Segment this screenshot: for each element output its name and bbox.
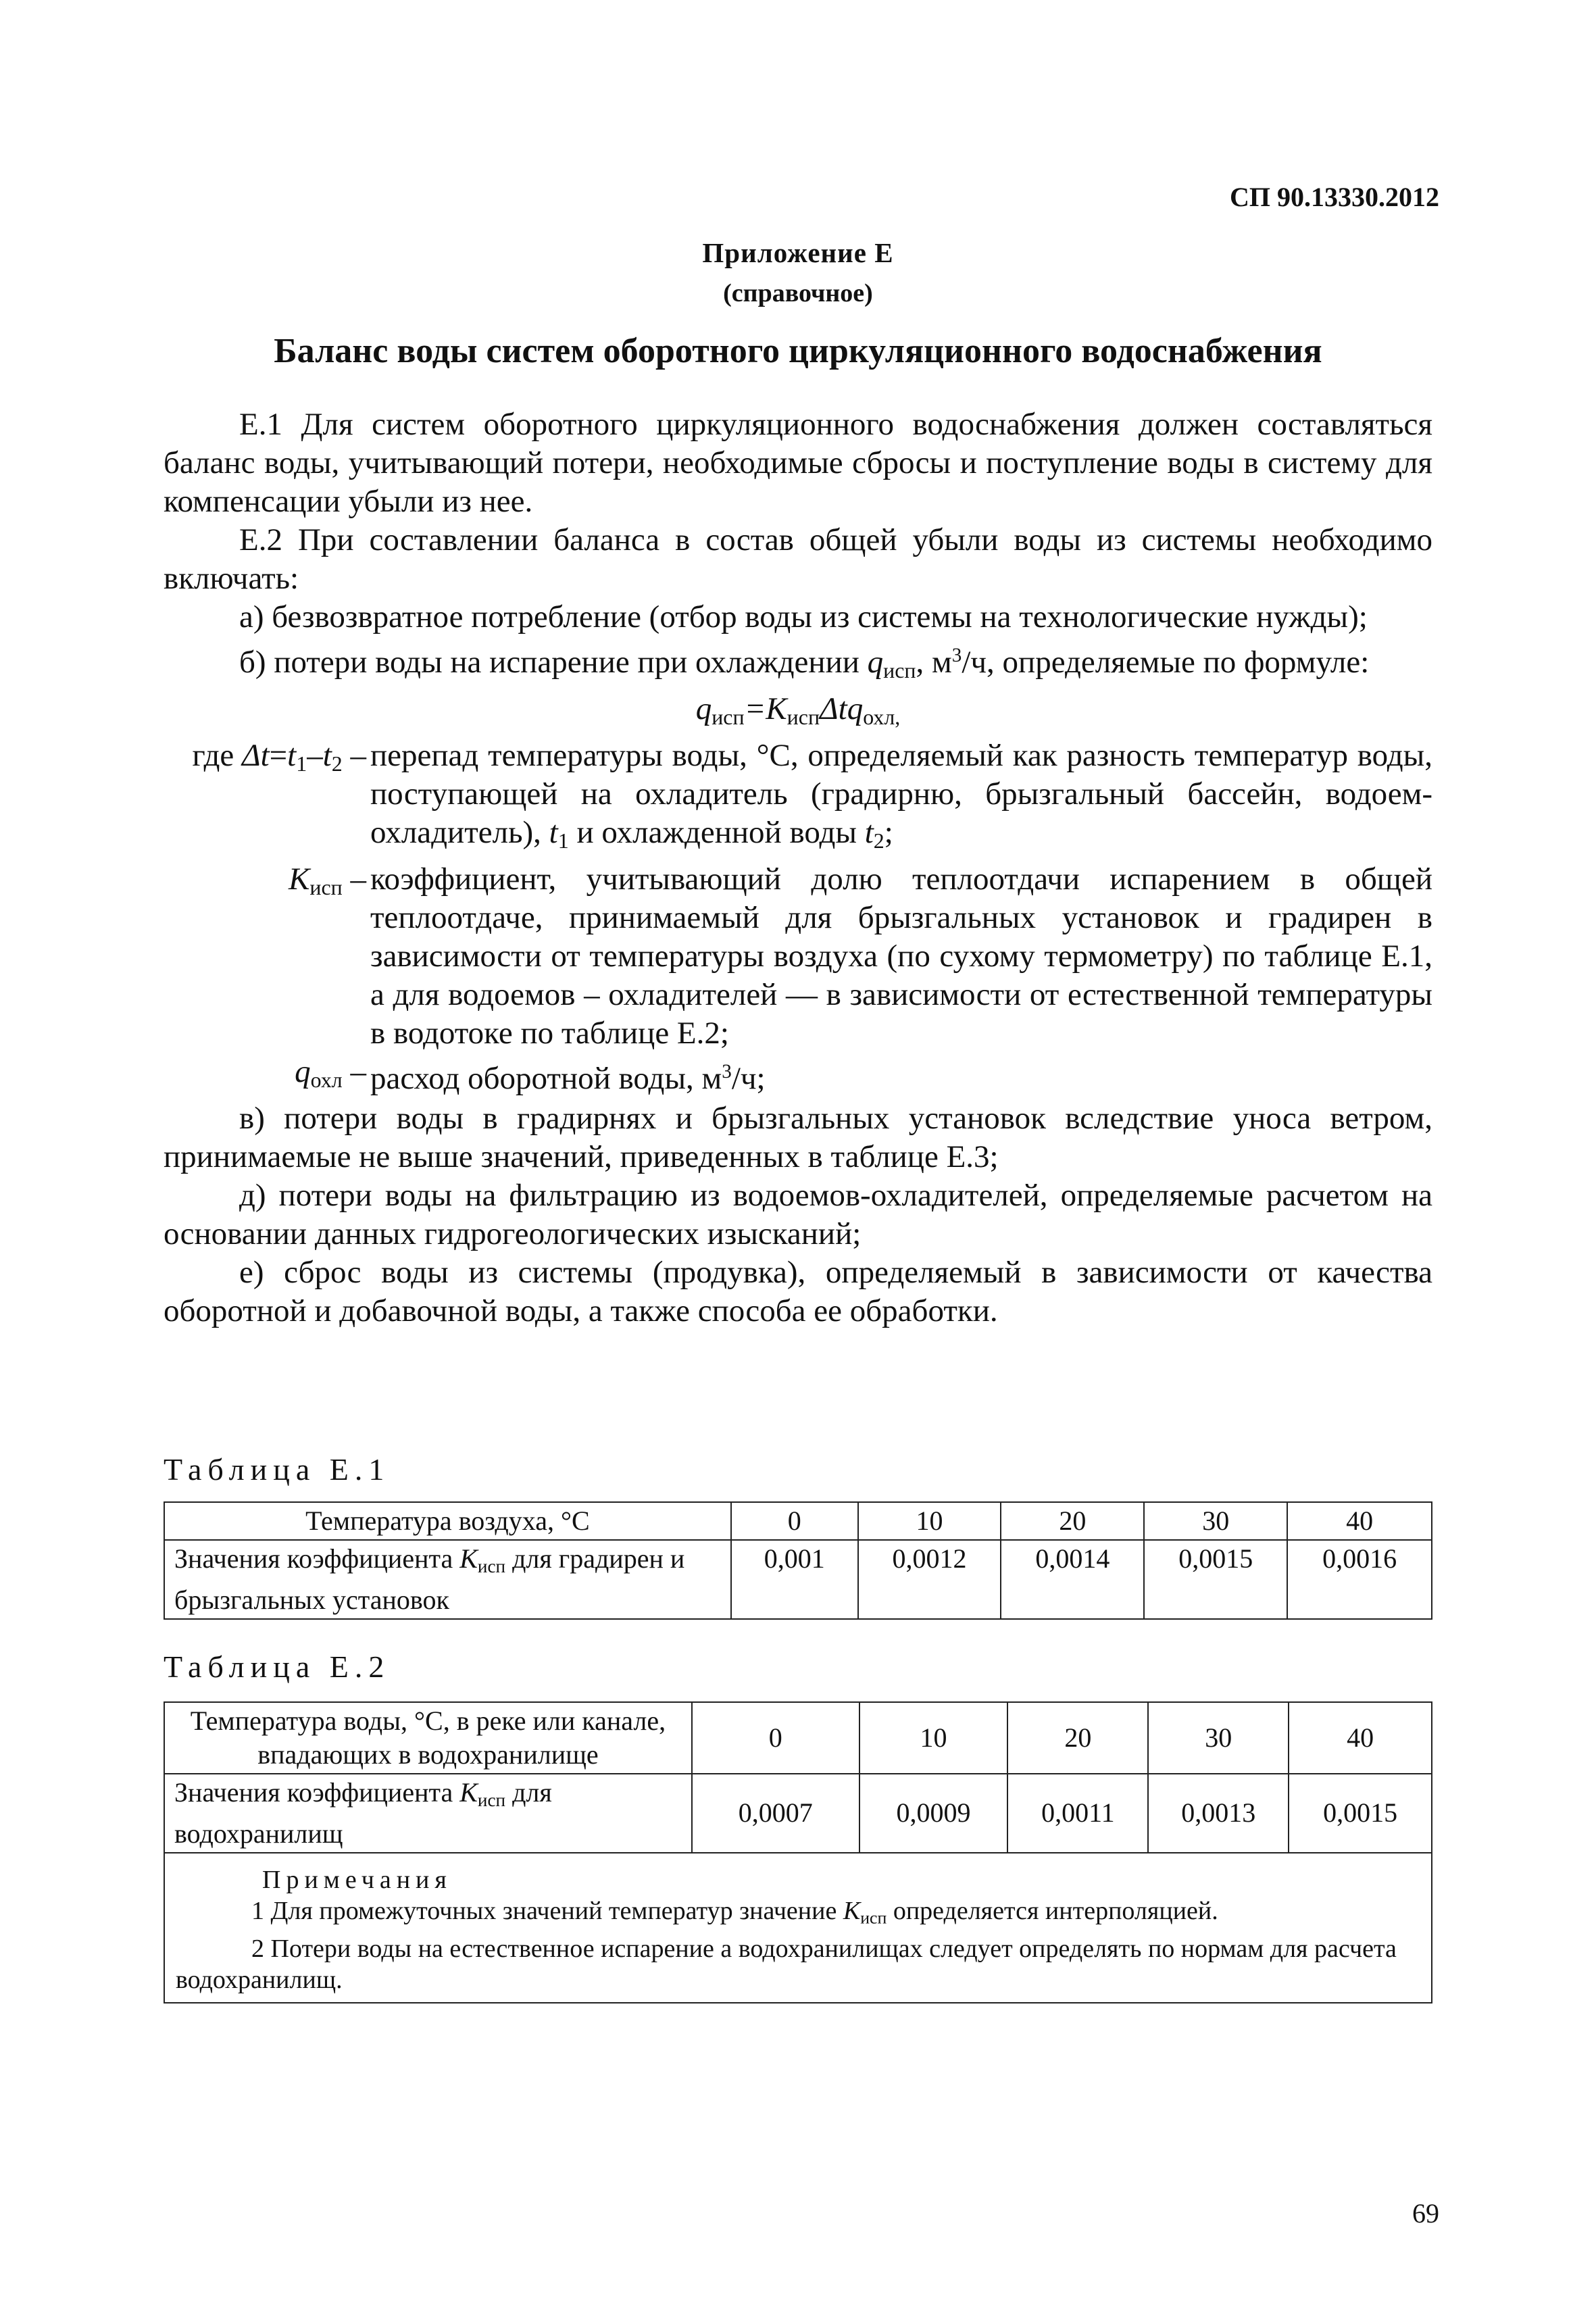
table1-header-label: Температура воздуха, °С bbox=[164, 1502, 731, 1540]
table2-value: 0,0007 bbox=[692, 1774, 859, 1853]
appendix-heading: Баланс воды систем оборотного циркуляционного водоснабжения bbox=[274, 332, 1322, 370]
paragraph-e2: Е.2 При составлении баланса в состав общей убыли воды из системы необходимо включать: bbox=[164, 522, 1432, 596]
notes-title: Примечания bbox=[262, 1865, 452, 1894]
document-code: СП 90.13330.2012 bbox=[1230, 182, 1439, 212]
table1-temp: 40 bbox=[1287, 1502, 1432, 1540]
table1-header-row bbox=[164, 1502, 1432, 1540]
table1-value: 0,0012 bbox=[858, 1540, 1001, 1619]
item-d: д) потери воды на фильтрацию из водоемов-охладителей, определяемые расчетом на основании данных гидрогеологических изысканий; bbox=[164, 1177, 1432, 1251]
table2-notes-row bbox=[164, 1853, 1432, 2003]
paragraph-e1: Е.1 Для систем оборотного циркуляционного водоснабжения должен составляться баланс воды, учитывающий потери, необходимые сбросы и поступление воды в систему для компенсации убыли из нее. bbox=[164, 407, 1432, 519]
evaporation-formula: $q_{исп}=K_{исп}\Delta tq_{охл,}$ bbox=[695, 691, 901, 729]
item-e: е) сброс воды из системы (продувка), определяемый в зависимости от качества оборотной и добавочной воды, а также способа ее обработки. bbox=[164, 1254, 1432, 1328]
table2-value: 0,0011 bbox=[1007, 1774, 1148, 1853]
table2-value: 0,0009 bbox=[859, 1774, 1008, 1853]
subscript-isp: исп bbox=[883, 659, 916, 682]
table1-value-row bbox=[164, 1540, 1432, 1619]
note-1: 1 Для промежуточных значений температур значение $K_{исп}$ определяется интерполяцией. bbox=[251, 1896, 1218, 1928]
item-b-text: б) потери воды на испарение при охлаждении bbox=[239, 645, 859, 680]
unit-m: м bbox=[932, 645, 952, 680]
table2-header-label: Температура воды, °С, в реке или канале, впадающих в водохранилище bbox=[164, 1702, 692, 1774]
table2-header-row bbox=[164, 1702, 1432, 1774]
table1-value: 0,0014 bbox=[1001, 1540, 1144, 1619]
item-b: б) потери воды на испарение при охлаждении $q_{исп}$, $м^3/ч$, определяемые по формуле: bbox=[239, 645, 1370, 682]
item-b-tail: ч, определяемые по формуле: bbox=[970, 645, 1370, 680]
appendix-body bbox=[164, 405, 1432, 1330]
table2-temp: 40 bbox=[1289, 1702, 1432, 1774]
item-a: а) безвозвратное потребление (отбор воды из системы на технологические нужды); bbox=[239, 599, 1368, 634]
appendix-subtitle: (справочное) bbox=[723, 279, 873, 307]
item-v: в) потери воды в градирнях и брызгальных установок вследствие уноса ветром, принимаемые не выше значений, приведенных в таблице Е.3; bbox=[164, 1100, 1432, 1174]
table2-temp: 20 bbox=[1007, 1702, 1148, 1774]
table-e2 bbox=[164, 1701, 1432, 2003]
table1-temp: 20 bbox=[1001, 1502, 1144, 1540]
table2-temp: 0 bbox=[692, 1702, 859, 1774]
table2-value-row bbox=[164, 1774, 1432, 1853]
table1-row-label: Значения коэффициента $K_{исп}$ для градирен и брызгальных установок bbox=[164, 1540, 731, 1619]
definition-delta-t: где $\Delta t=t_1-t_2$ – перепад температуры воды, °С, определяемый как разность температур воды, поступающей на охладитель (градирню, брызгальный бассейн, водоем-охладитель), $t_1$ и охлажденной воды $t_2$; bbox=[192, 737, 1432, 853]
table1-temp: 30 bbox=[1144, 1502, 1287, 1540]
table1-value: 0,0016 bbox=[1287, 1540, 1432, 1619]
table1-temp: 10 bbox=[858, 1502, 1001, 1540]
table1-temp: 0 bbox=[731, 1502, 858, 1540]
definition-q-ohl: $q_{охл}$ – расход оборотной воды, $м^3/ч$; bbox=[295, 1053, 766, 1096]
table2-caption: Таблица Е.2 bbox=[164, 1649, 391, 1684]
table2-temp: 30 bbox=[1148, 1702, 1289, 1774]
table2-row-label: Значения коэффициента $K_{исп}$ для водохранилищ bbox=[164, 1774, 692, 1853]
superscript-3: 3 bbox=[951, 645, 962, 666]
table-e1 bbox=[164, 1501, 1432, 1620]
symbol-q: q bbox=[867, 645, 884, 680]
table1-value: 0,001 bbox=[731, 1540, 858, 1619]
appendix-title: Приложение Е bbox=[702, 237, 894, 268]
definition-k-isp: $K_{исп}$ – коэффициент, учитывающий долю теплоотдачи испарением в общей теплоотдаче, принимаемый для брызгальных установок и градирен в зависимости от температуры воздуха (по сухому термометру) по таблице Е.1, а для водоемов – охладителей — в зависимости от естественной температуры в водотоке по таблице Е.2; bbox=[289, 861, 1432, 1051]
table2-notes bbox=[164, 1853, 1432, 2003]
table2-value: 0,0015 bbox=[1289, 1774, 1432, 1853]
table1-value: 0,0015 bbox=[1144, 1540, 1287, 1619]
table1-caption: Таблица Е.1 bbox=[164, 1452, 391, 1487]
table2-value: 0,0013 bbox=[1148, 1774, 1289, 1853]
page-number: 69 bbox=[1412, 2198, 1439, 2229]
table2-temp: 10 bbox=[859, 1702, 1008, 1774]
note-2: 2 Потери воды на естественное испарение а водохранилищах следует определять по нормам для расчета водохранилищ. bbox=[176, 1935, 1397, 1995]
